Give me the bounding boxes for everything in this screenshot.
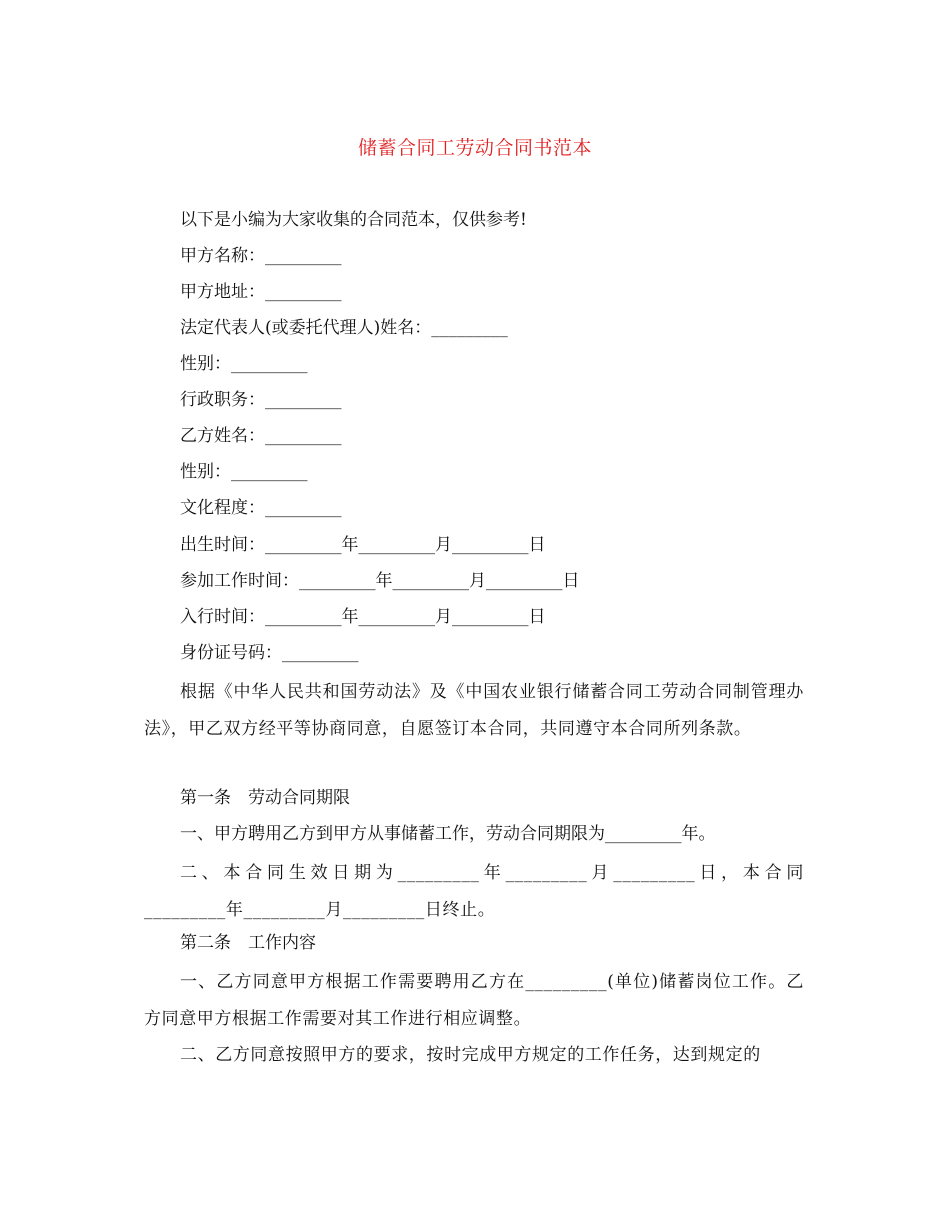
article-1-item-2: 二、本合同生效日期为_________年_________月_________日，本合同_________年_________月_________日终止。 (144, 863, 804, 920)
gender-field-b: 性别：_________ (180, 462, 308, 482)
work-start-date-field: 参加工作时间：_________年_________月_________日 (180, 571, 580, 591)
bank-entry-date-field: 入行时间：_________年_________月_________日 (180, 607, 546, 627)
birth-date-field: 出生时间：_________年_________月_________日 (180, 535, 546, 555)
legal-representative-field: 法定代表人(或委托代理人)姓名：_________ (180, 318, 508, 338)
administrative-position-field: 行政职务：_________ (180, 390, 342, 410)
intro-line: 以下是小编为大家收集的合同范本，仅供参考! (180, 210, 527, 230)
article-1-item-1: 一、甲方聘用乙方到甲方从事储蓄工作，劳动合同期限为_________年。 (180, 824, 716, 844)
education-level-field: 文化程度：_________ (180, 498, 342, 518)
article-2-item-1: 一、乙方同意甲方根据工作需要聘用乙方在_________(单位)储蓄岗位工作。乙方同意甲方根据工作需要对其工作进行相应调整。 (144, 972, 804, 1029)
article-2-item-2: 二、乙方同意按照甲方的要求，按时完成甲方规定的工作任务，达到规定的 (180, 1045, 761, 1065)
id-number-field: 身份证号码：_________ (180, 643, 359, 663)
party-a-name-field: 甲方名称：_________ (180, 246, 342, 266)
document-title: 储蓄合同工劳动合同书范本 (357, 137, 592, 159)
party-b-name-field: 乙方姓名：_________ (180, 426, 342, 446)
article-2-heading: 第二条 工作内容 (180, 933, 316, 953)
party-a-address-field: 甲方地址：_________ (180, 282, 342, 302)
article-1-heading: 第一条 劳动合同期限 (180, 788, 350, 808)
gender-field-a: 性别：_________ (180, 354, 308, 374)
legal-basis-paragraph: 根据《中华人民共和国劳动法》及《中国农业银行储蓄合同工劳动合同制管理办法》，甲乙双方经平等协商同意，自愿签订本合同，共同遵守本合同所列条款。 (144, 682, 804, 739)
